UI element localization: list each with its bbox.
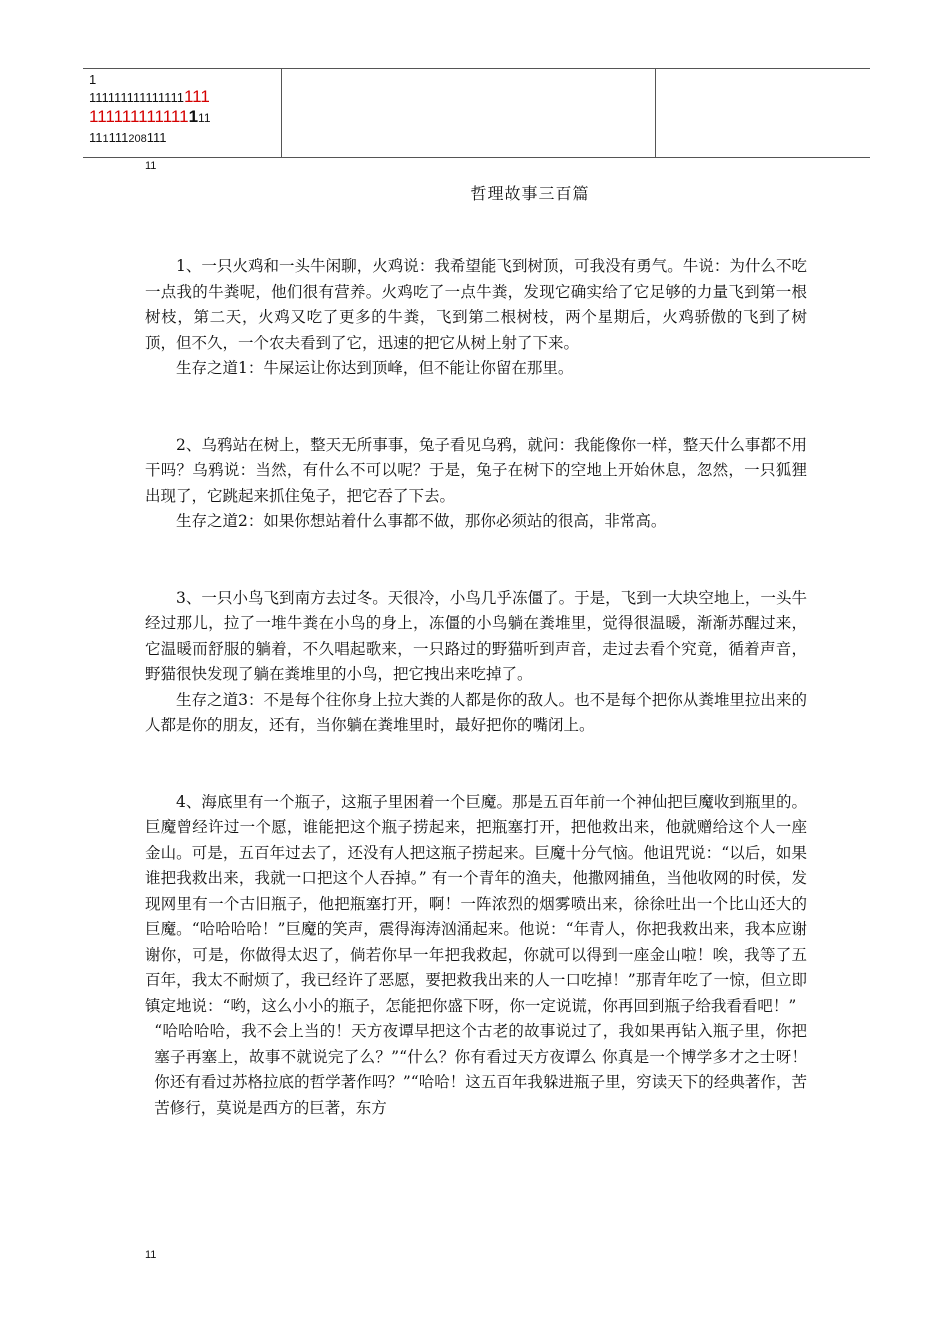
- header-line-4-f: 11: [153, 130, 167, 145]
- header-line-4-b: 1: [102, 133, 109, 145]
- header-code-text: [83, 69, 281, 148]
- header-line-2-red: 111: [183, 87, 210, 106]
- header-line-3-red: 111111111111: [89, 107, 189, 126]
- header-line-4-d: 208: [128, 133, 147, 145]
- header-cell-left: [83, 69, 282, 157]
- header-line-3: [89, 106, 281, 129]
- page-title: [0, 181, 950, 204]
- story-1-paragraph: 1、一只火鸡和一头牛闲聊，火鸡说：我希望能飞到树顶，可我没有勇气。牛说：为什么不吃一点我的牛粪呢，他们很有营养。火鸡吃了一点牛粪，发现它确实给了它足够的力量飞到第一根树枝，第二天，火鸡又吃了更多的牛粪，飞到第二根树枝，两个星期后，火鸡骄傲的飞到了树顶，但不久，一个农夫看到了它，迅速的把它从树上射了下来。: [145, 257, 807, 352]
- header-line-3-bold: 1: [188, 107, 199, 126]
- header-line-4: [89, 129, 281, 148]
- story-3-paragraph: 3、一只小鸟飞到南方去过冬。天很冷，小鸟几乎冻僵了。于是，飞到一大块空地上，一头牛经过那儿，拉了一堆牛粪在小鸟的身上，冻僵的小鸟躺在粪堆里，觉得很温暖，渐渐苏醒过来，它温暖而舒服的躺着，不久唱起歌来，一只路过的野猫听到声音，走过去看个究竟，循着声音，野猫很快发现了躺在粪堆里的小鸟，把它拽出来吃掉了。: [145, 588, 807, 683]
- page-number-bottom: 11: [145, 1249, 157, 1261]
- header-table: [83, 68, 870, 158]
- header-cell-middle: [282, 69, 656, 157]
- page-title-text: 哲理故事三百篇: [470, 184, 590, 203]
- header-line-3-small: 11: [198, 111, 211, 125]
- header-line-4-a: 11: [89, 130, 103, 145]
- survival-rule-2: 生存之道2：如果你想站着什么事都不做，那你必须站的很高，非常高。: [176, 512, 667, 530]
- header-line-2-black: 111111111111111: [89, 90, 184, 105]
- story-2-paragraph: 2、乌鸦站在树上，整天无所事事，兔子看见乌鸦，就问：我能像你一样，整天什么事都不用干吗？乌鸦说：当然，有什么不可以呢？于是，兔子在树下的空地上开始休息，忽然，一只狐狸出现了，它跳起来抓住兔子，把它吞了下去。: [145, 435, 807, 505]
- header-line-1: 1: [89, 72, 97, 87]
- survival-rule-1: 生存之道1：牛屎运让你达到顶峰，但不能让你留在那里。: [176, 359, 574, 377]
- header-line-4-c: 111: [108, 130, 129, 145]
- header-line-4-e: 1: [146, 130, 154, 145]
- story-4-paragraph: 4、海底里有一个瓶子，这瓶子里困着一个巨魔。那是五百年前一个神仙把巨魔收到瓶里的。巨魔曾经许过一个愿，谁能把这个瓶子捞起来，把瓶塞打开，把他救出来，他就赠给这个人一座金山。可是，五百年过去了，还没有人把这瓶子捞起来。巨魔十分气恼。他诅咒说：“以后，如果谁把我救出来，我就一口把这个人吞掉。” 有一个青年的渔夫，他撒网捕鱼，当他收网的时侯，发现网里有一个古旧瓶子，他把瓶塞打开，啊！一阵浓烈的烟雾喷出来，徐徐吐出一个比山还大的巨魔。“哈哈哈哈！”巨魔的笑声，震得海涛汹涌起来。他说：“年青人，你把我救出来，我本应谢谢你，可是，你做得太迟了，倘若你早一年把我救起，你就可以得到一座金山啦！唉，我等了五百年，我太不耐烦了，我已经许了恶愿，要把救我出来的人一口吃掉！”那青年吃了一惊，但立即镇定地说：“哟，这么小小的瓶子，怎能把你盛下呀，你一定说谎，你再回到瓶子给我看看吧！”: [145, 792, 807, 1015]
- survival-rule-3: 生存之道3：不是每个往你身上拉大粪的人都是你的敌人。也不是每个把你从粪堆里拉出来的人都是你的朋友，还有，当你躺在粪堆里时，最好把你的嘴闭上。: [145, 690, 807, 734]
- document-body: [145, 254, 807, 1121]
- header-line-2: [89, 88, 281, 106]
- story-4-continuation: “哈哈哈哈，我不会上当的！天方夜谭早把这个古老的故事说过了，我如果再钻入瓶子里，你把塞子再塞上，故事不就说完了么？”“什么？你有看过天方夜谭么 你真是一个博学多才之士呀！你还有看过苏格拉底的哲学著作吗？”“哈哈！这五百年我躲进瓶子里，穷读天下的经典著作，苦苦修行，莫说是西方的巨著，东方: [154, 1022, 807, 1117]
- page-number-top: 11: [145, 160, 157, 172]
